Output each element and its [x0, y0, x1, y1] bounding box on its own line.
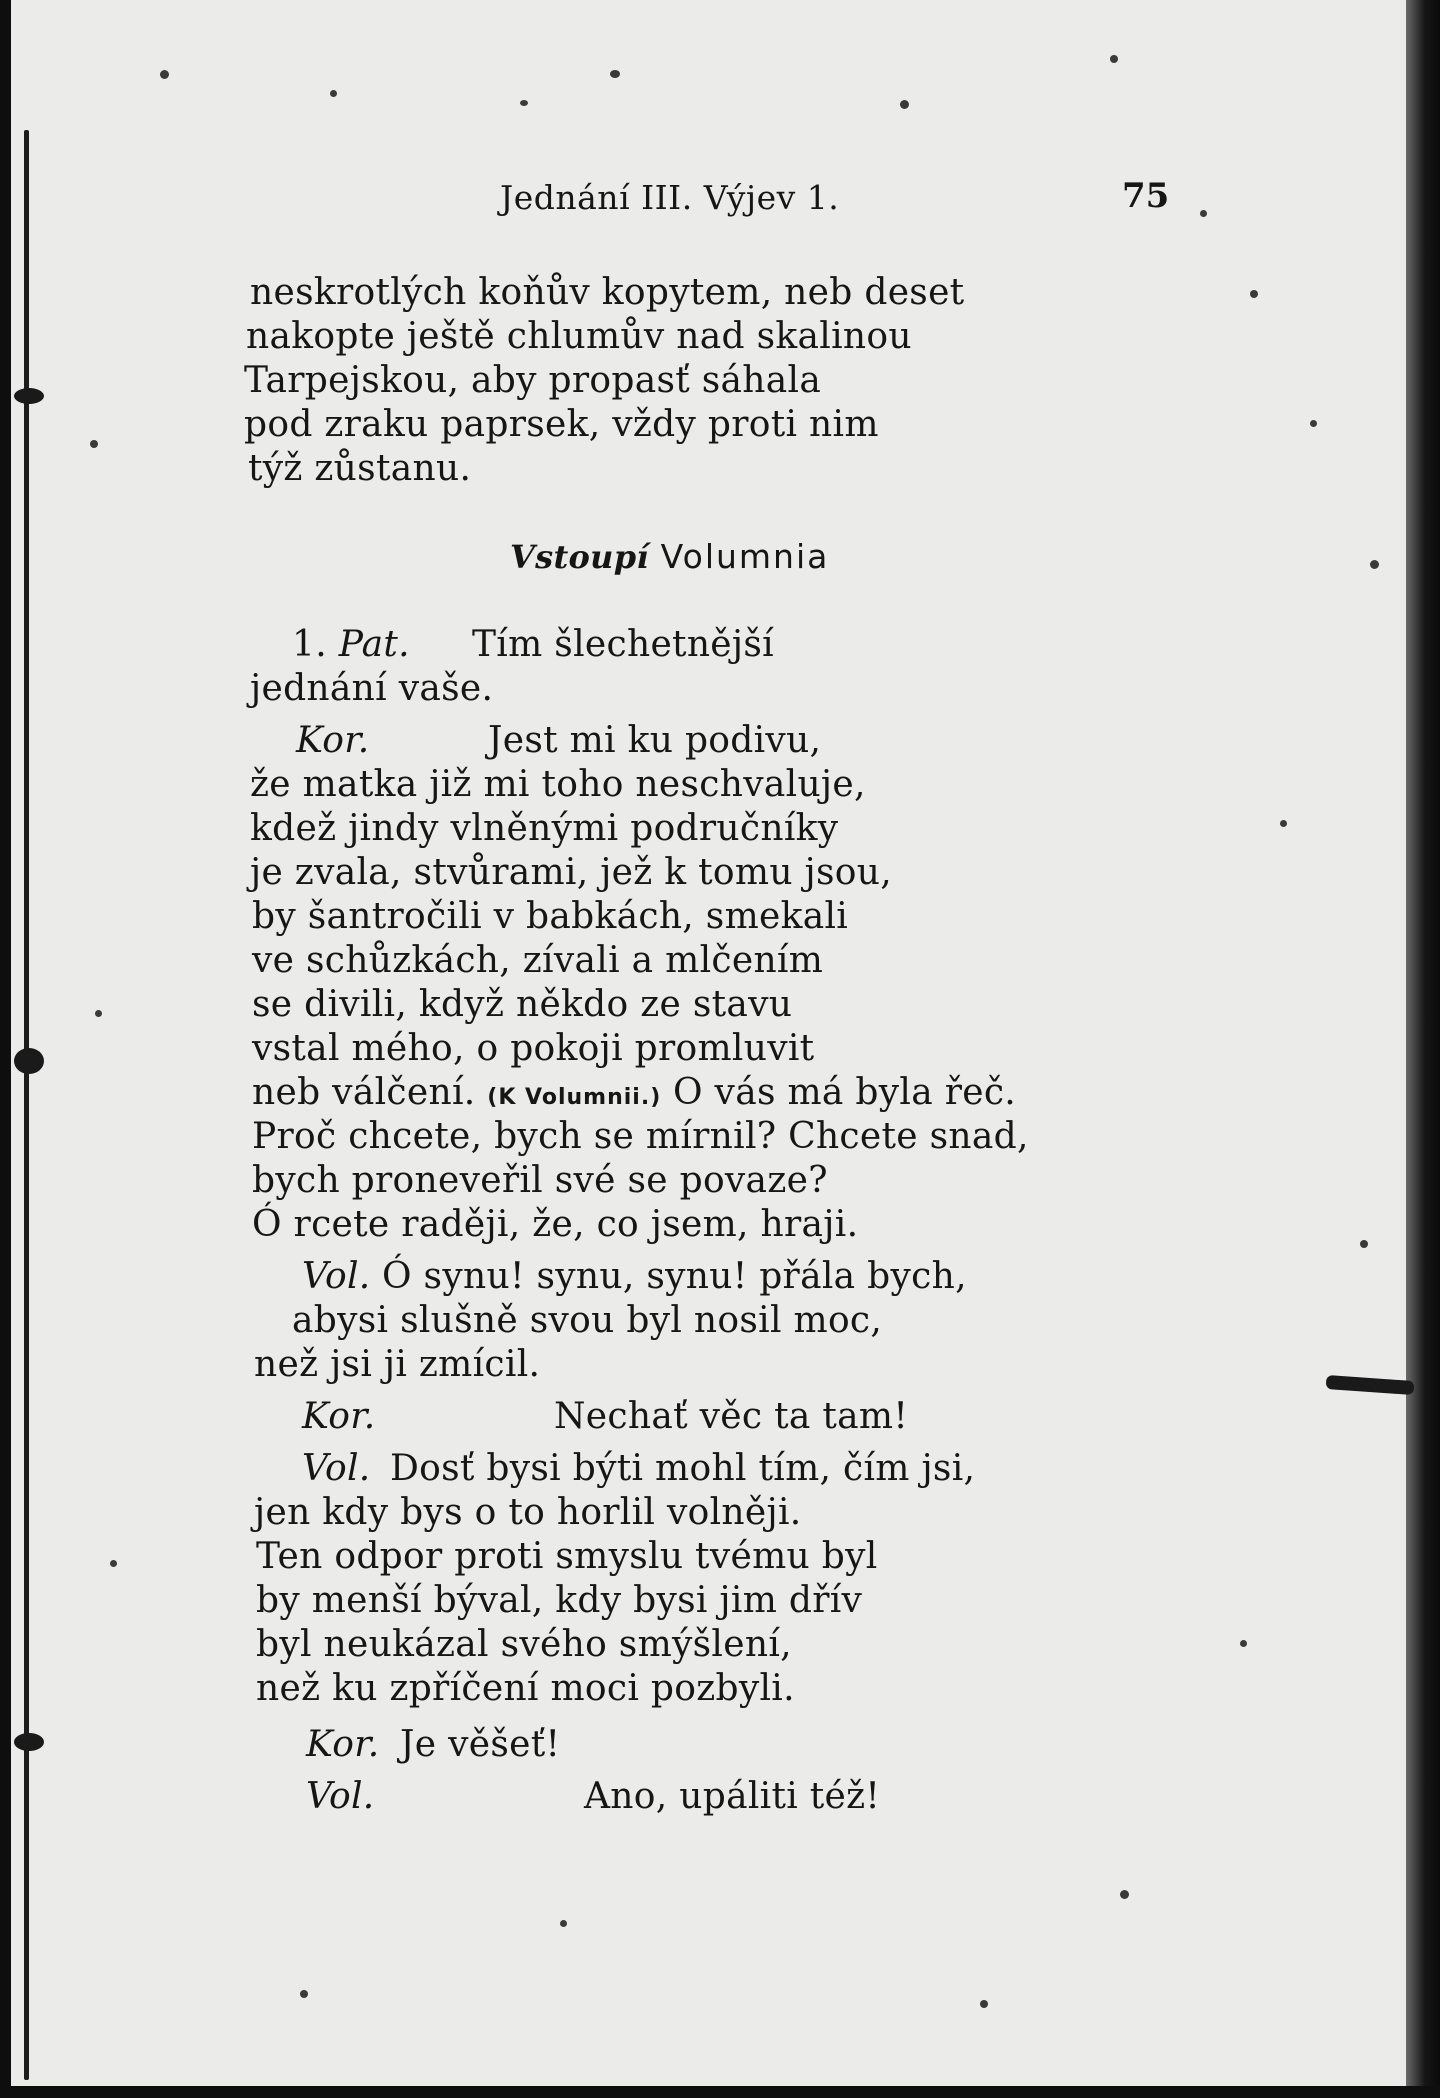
binding-mark: [14, 1048, 44, 1074]
verse-line: kdež jindy vlněnými područníky: [250, 808, 839, 849]
running-head: Jednání III. Výjev 1.: [500, 178, 840, 217]
verse-line: než ku zpříčení moci pozbyli.: [256, 1668, 795, 1709]
scan-speck: [1120, 1890, 1129, 1899]
verse-line: Jest mi ku podivu,: [488, 720, 822, 761]
binding-shadow-line: [24, 130, 29, 2080]
stage-direction: [510, 536, 829, 578]
verse-line: nakopte ještě chlumův nad skalinou: [246, 316, 912, 357]
verse-line: jednání vaše.: [250, 668, 494, 709]
page-smudge: [1326, 1375, 1415, 1395]
scan-speck: [160, 70, 169, 79]
speaker-name: Kor.: [296, 720, 370, 761]
scan-speck: [610, 70, 620, 78]
scan-speck: [1240, 1640, 1247, 1647]
scan-edge-right: [1406, 0, 1440, 2098]
verse-line: Tím šlechetnější: [472, 624, 774, 665]
verse-line: Proč chcete, bych se mírnil? Chcete snad,: [252, 1116, 1029, 1157]
verse-line: Dosť bysi býti mohl tím, čím jsi,: [390, 1448, 976, 1489]
scan-speck: [300, 1990, 308, 1998]
scan-speck: [520, 100, 528, 106]
verse-text: neb válčení.: [252, 1072, 476, 1113]
speaker-name: Vol.: [302, 1448, 371, 1489]
verse-line: že matka již mi toho neschvaluje,: [250, 764, 866, 805]
verse-line: vstal mého, o pokoji promluvit: [252, 1028, 815, 1069]
stage-direction-verb: Vstoupí: [510, 538, 649, 576]
verse-line: ve schůzkách, zívali a mlčením: [252, 940, 824, 981]
verse-line: je zvala, stvůrami, jež k tomu jsou,: [250, 852, 892, 893]
scan-speck: [110, 1560, 117, 1567]
verse-line: by šantročili v babkách, smekali: [252, 896, 849, 937]
scan-speck: [90, 440, 98, 448]
speaker-name: Vol.: [306, 1776, 375, 1817]
page-number: 75: [1122, 176, 1170, 216]
verse-line: neskrotlých koňův kopytem, neb deset: [250, 272, 965, 313]
verse-line: abysi slušně svou byl nosil moc,: [292, 1300, 883, 1341]
stage-aside: (K Volumnii.): [487, 1085, 662, 1110]
verse-line: Je věšeť!: [400, 1724, 561, 1765]
scan-speck: [900, 100, 909, 109]
verse-line: [252, 1072, 1016, 1119]
verse-line: bych proneveřil své se povaze?: [252, 1160, 828, 1201]
scan-speck: [1280, 820, 1287, 827]
verse-line: Ten odpor proti smyslu tvému byl: [256, 1536, 878, 1577]
verse-line: se divili, když někdo ze stavu: [252, 984, 793, 1025]
verse-line: pod zraku paprsek, vždy proti nim: [244, 404, 879, 445]
scan-edge-bottom: [0, 2086, 1440, 2098]
verse-text: O vás má byla řeč.: [673, 1072, 1017, 1113]
scan-edge-left: [0, 0, 11, 2098]
verse-line: by menší býval, kdy bysi jim dřív: [256, 1580, 863, 1621]
speaker-name: Vol.: [302, 1256, 371, 1297]
scan-speck: [560, 1920, 567, 1927]
binding-mark: [14, 388, 44, 404]
verse-line: Ó rcete raději, že, co jsem, hraji.: [252, 1204, 859, 1245]
speaker-name: Kor.: [306, 1724, 380, 1765]
scan-speck: [1370, 560, 1379, 569]
verse-line: jen kdy bys o to horlil volněji.: [254, 1492, 802, 1533]
verse-line: Ano, upáliti též!: [584, 1776, 881, 1817]
binding-mark: [14, 1733, 44, 1751]
verse-line: Tarpejskou, aby propasť sáhala: [244, 360, 822, 401]
scan-speck: [1200, 210, 1207, 217]
scan-speck: [95, 1010, 102, 1017]
verse-line: Ó synu! synu, synu! přála bych,: [382, 1256, 967, 1297]
speech-line: [292, 624, 410, 666]
scan-speck: [1250, 290, 1258, 298]
speaker-name: Kor.: [302, 1396, 376, 1437]
speaker-name: Pat.: [338, 624, 410, 665]
scan-speck: [330, 90, 337, 97]
verse-line: byl neukázal svého smýšlení,: [256, 1624, 792, 1665]
verse-line: Nechať věc ta tam!: [554, 1396, 909, 1437]
scan-speck: [1110, 55, 1118, 63]
verse-line: týž zůstanu.: [248, 448, 472, 489]
scan-speck: [980, 2000, 988, 2008]
scan-speck: [1360, 1240, 1368, 1248]
speaker-number: 1.: [292, 624, 327, 665]
stage-direction-character: Volumnia: [660, 537, 830, 576]
scan-speck: [1310, 420, 1317, 427]
verse-line: než jsi ji zmícil.: [254, 1344, 541, 1385]
